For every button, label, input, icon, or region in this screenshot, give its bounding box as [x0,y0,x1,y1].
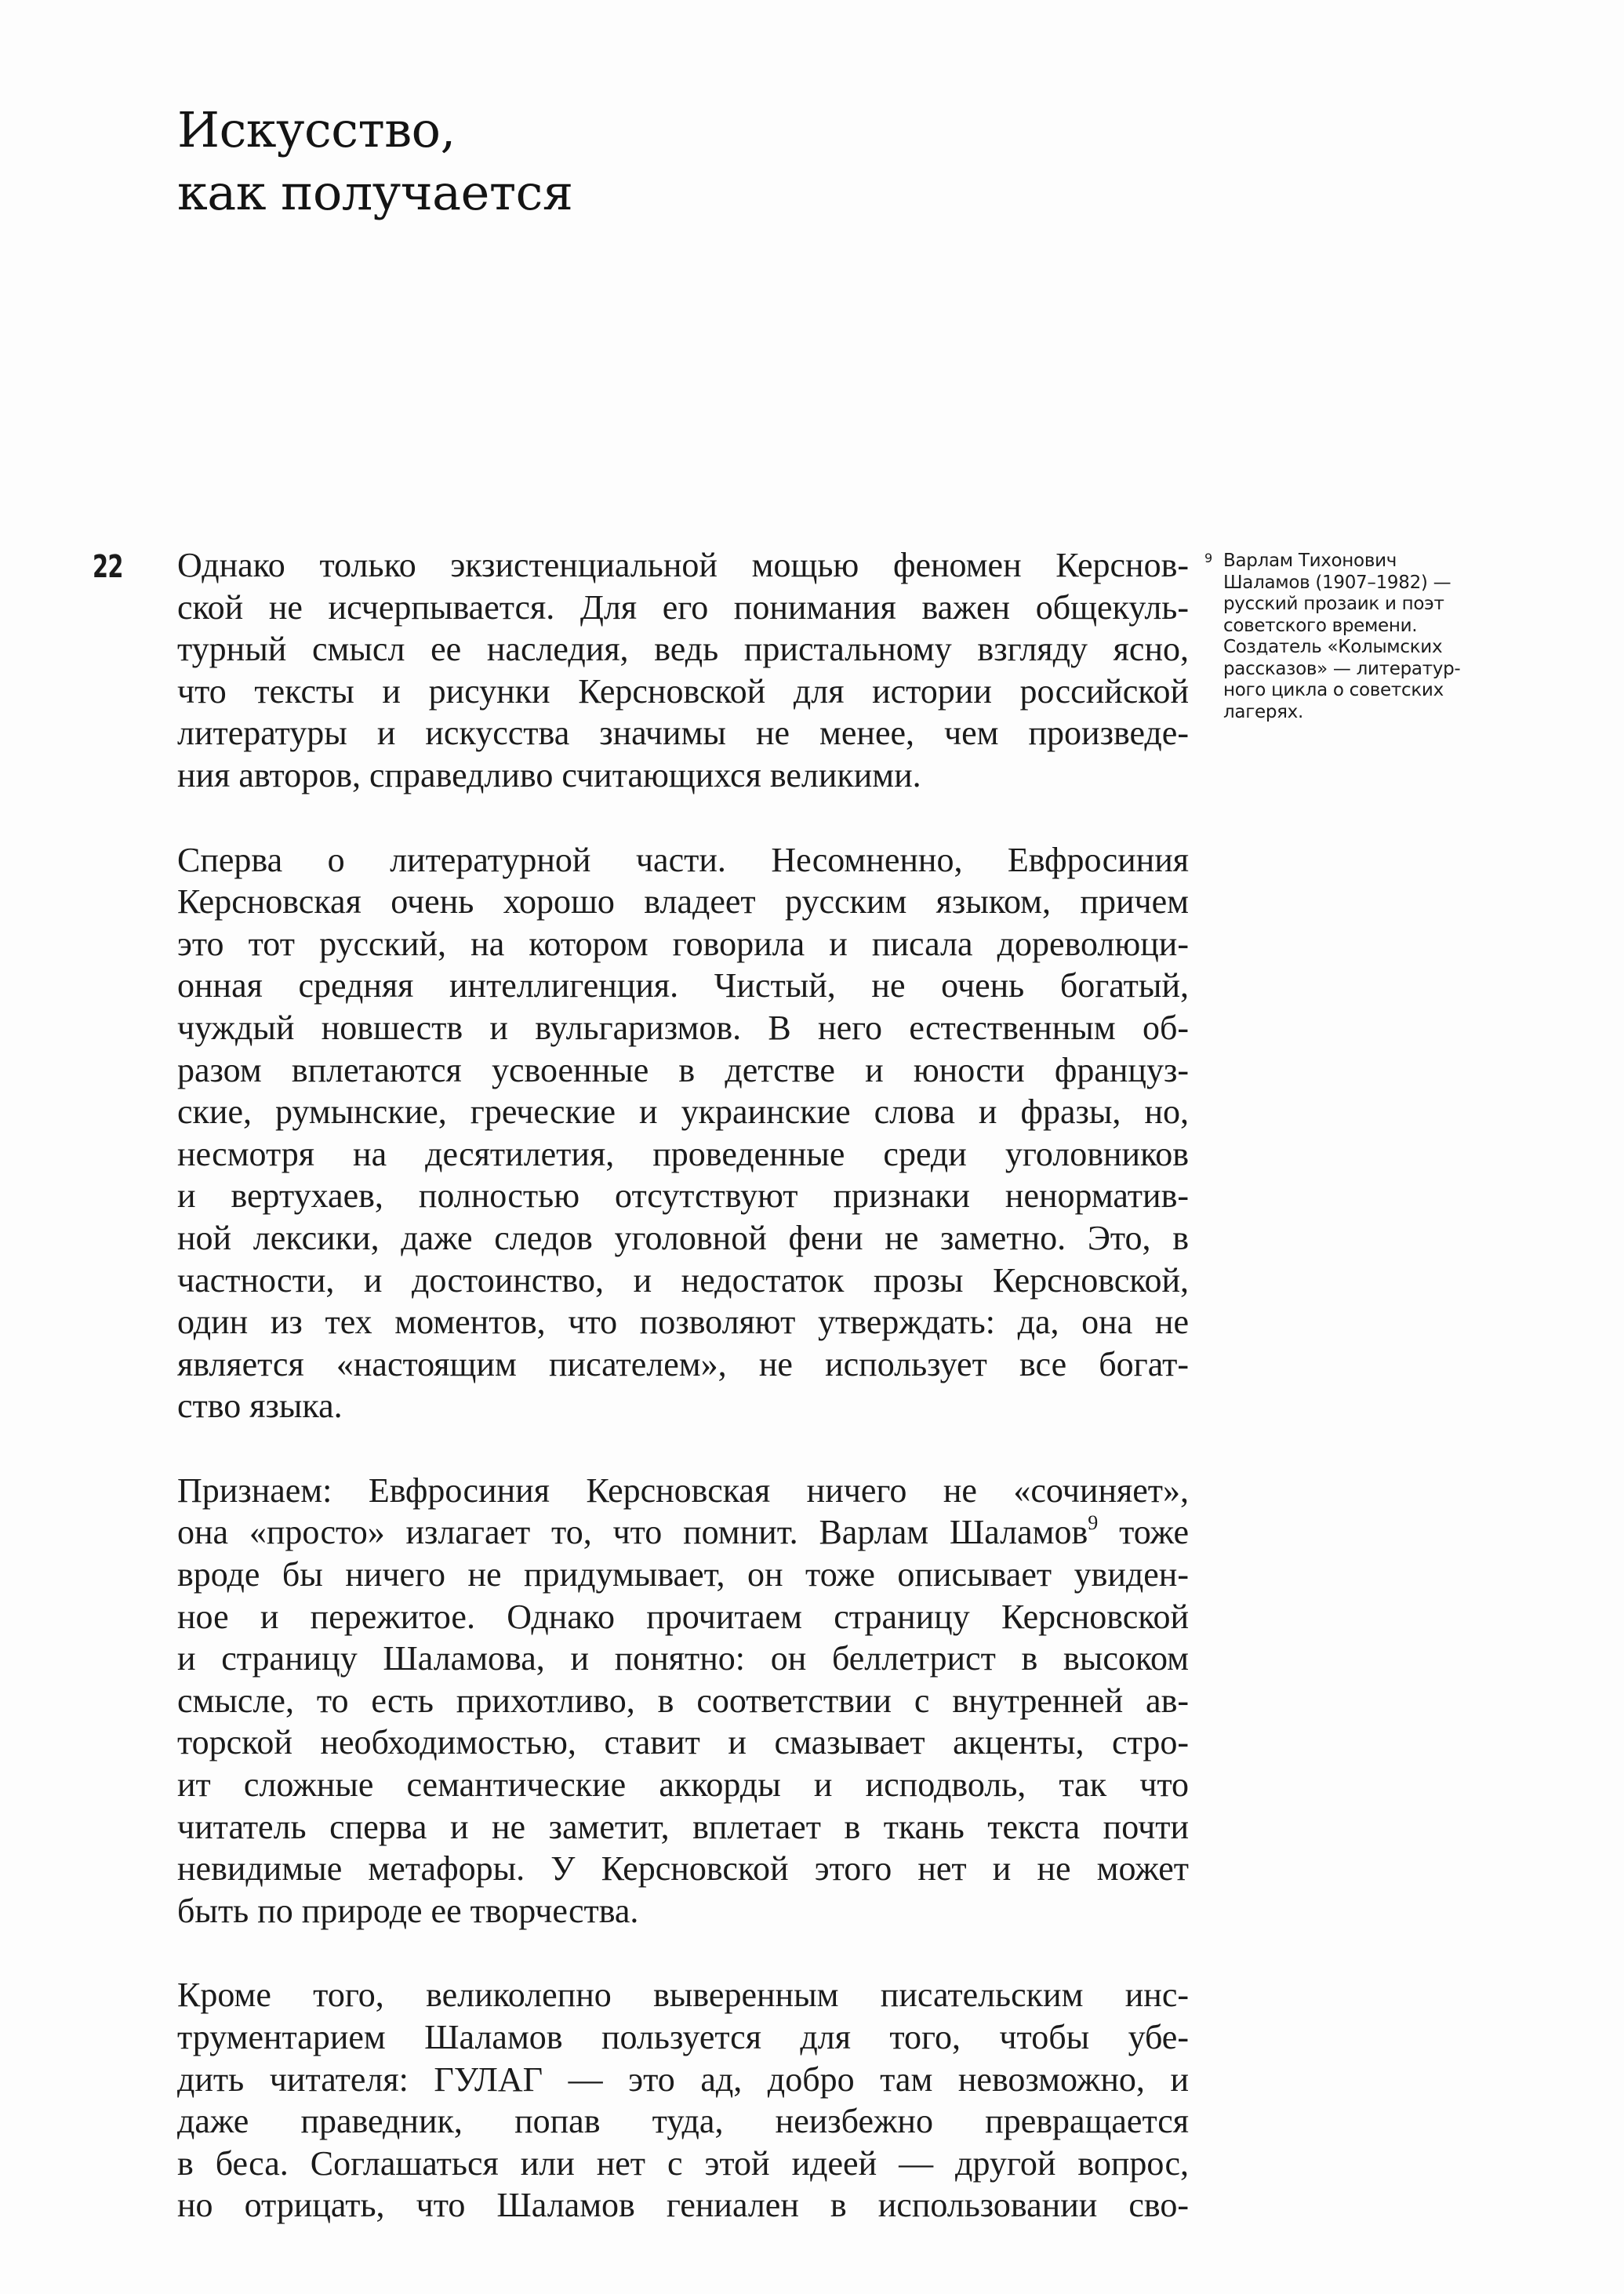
footnote-line: советского времени. [1223,615,1418,636]
text-line: ное и пережитое. Однако прочитаем страницу Керсновской [177,1597,1189,1636]
body-text [177,544,1189,2269]
text-line: ния авторов, справедливо считающихся великими. [177,755,921,794]
text-line: что тексты и рисунки Керсновской для истории российской [177,671,1189,711]
text-line: торской необходимостью, ставит и смазывает акценты, стро- [177,1723,1189,1762]
text-line: ит сложные семантические аккорды и исподволь, так что [177,1765,1189,1805]
chapter-title-line-1: Искусство, [177,101,456,158]
text-line: трументарием Шаламов пользуется для того, чтобы убе- [177,2018,1189,2056]
text-line-with-footnote [177,1511,1189,1554]
text-line: ской не исчерпывается. Для его понимания важен общекуль- [177,587,1189,627]
text-line: но отрицать, что Шаламов гениален в использовании сво- [177,2186,1189,2225]
text-fragment: тоже [1098,1513,1190,1552]
text-line: ной лексики, даже следов уголовной фени не заметно. Это, в [177,1218,1189,1257]
text-line: даже праведник, попав туда, неизбежно превращается [177,2102,1189,2141]
text-line: Кроме того, великолепно выверенным писательским инс- [177,1976,1189,2015]
footnote-line: ного цикла о советских [1223,680,1444,700]
text-line: Сперва о литературной части. Несомненно, Евфросиния [177,840,1189,879]
footnote-marker: 9 [1204,551,1213,565]
text-line: вроде бы ничего не придумывает, он тоже описывает увиден- [177,1555,1189,1594]
text-line: онная средняя интеллигенция. Чистый, не очень богатый, [177,966,1189,1005]
footnote-line: рассказов» — литератур- [1223,658,1461,679]
footnote-line: Шаламов (1907–1982) — [1223,572,1451,593]
text-line: турный смысл ее наследия, ведь пристальному взгляду ясно, [177,630,1189,669]
text-line: несмотря на десятилетия, проведенные среди уголовников [177,1134,1189,1173]
text-line: один из тех моментов, что позволяют утверждать: да, она не [177,1303,1189,1342]
paragraph-3 [177,1470,1189,1932]
footnote-line: лагерях. [1223,701,1303,722]
footnote-line: Варлам Тихонович [1223,551,1397,571]
text-line: ство языка. [177,1387,343,1426]
text-line: быть по природе ее творчества. [177,1891,639,1930]
text-line: частности, и достоинство, и недостаток прозы Керсновской, [177,1260,1189,1300]
paragraph-1 [177,544,1189,797]
text-line: ские, румынские, греческие и украинские слова и фразы, но, [177,1092,1189,1132]
footnote-line: Создатель «Колымских [1223,637,1443,657]
text-line: разом вплетаются усвоенные в детстве и юности француз- [177,1050,1189,1089]
text-line: дить читателя: ГУЛАГ — это ад, добро там невозможно, и [177,2060,1189,2099]
text-line: и страницу Шаламова, и понятно: он беллетрист в высоком [177,1639,1189,1678]
paragraph-2 [177,839,1189,1427]
footnote-sidenote [1204,551,1553,723]
text-line: Однако только экзистенциальной мощью феномен Керснов- [177,546,1189,584]
chapter-title [177,99,572,224]
paragraph-4 [177,1974,1189,2227]
page-number: 22 [93,549,123,585]
text-line: невидимые метафоры. У Керсновской этого нет и не может [177,1849,1189,1889]
text-line: в беса. Соглашаться или нет с этой идеей — другой вопрос, [177,2143,1189,2183]
text-line: это тот русский, на котором говорила и писала дореволюци- [177,924,1189,963]
text-line: смысле, то есть прихотливо, в соответствии с внутренней ав- [177,1681,1189,1720]
text-line: литературы и искусства значимы не менее, чем произведе- [177,714,1189,753]
text-line: читатель сперва и не заметит, вплетает в ткань текста почти [177,1807,1189,1846]
chapter-title-line-2: как получается [177,164,573,221]
text-line: Керсновская очень хорошо владеет русским языком, причем [177,882,1189,922]
footnote-line: русский прозаик и поэт [1223,594,1444,614]
text-fragment: она «просто» излагает то, что помнит. Варлам Шаламов [177,1513,1088,1552]
text-line: и вертухаев, полностью отсутствуют признаки ненорматив- [177,1176,1189,1216]
text-line: является «настоящим писателем», не использует все богат- [177,1344,1189,1383]
text-line: Признаем: Евфросиния Керсновская ничего не «сочиняет», [177,1471,1189,1510]
footnote-reference[interactable]: 9 [1088,1511,1099,1535]
text-line: чуждый новшеств и вульгаризмов. В него естественным об- [177,1008,1189,1047]
